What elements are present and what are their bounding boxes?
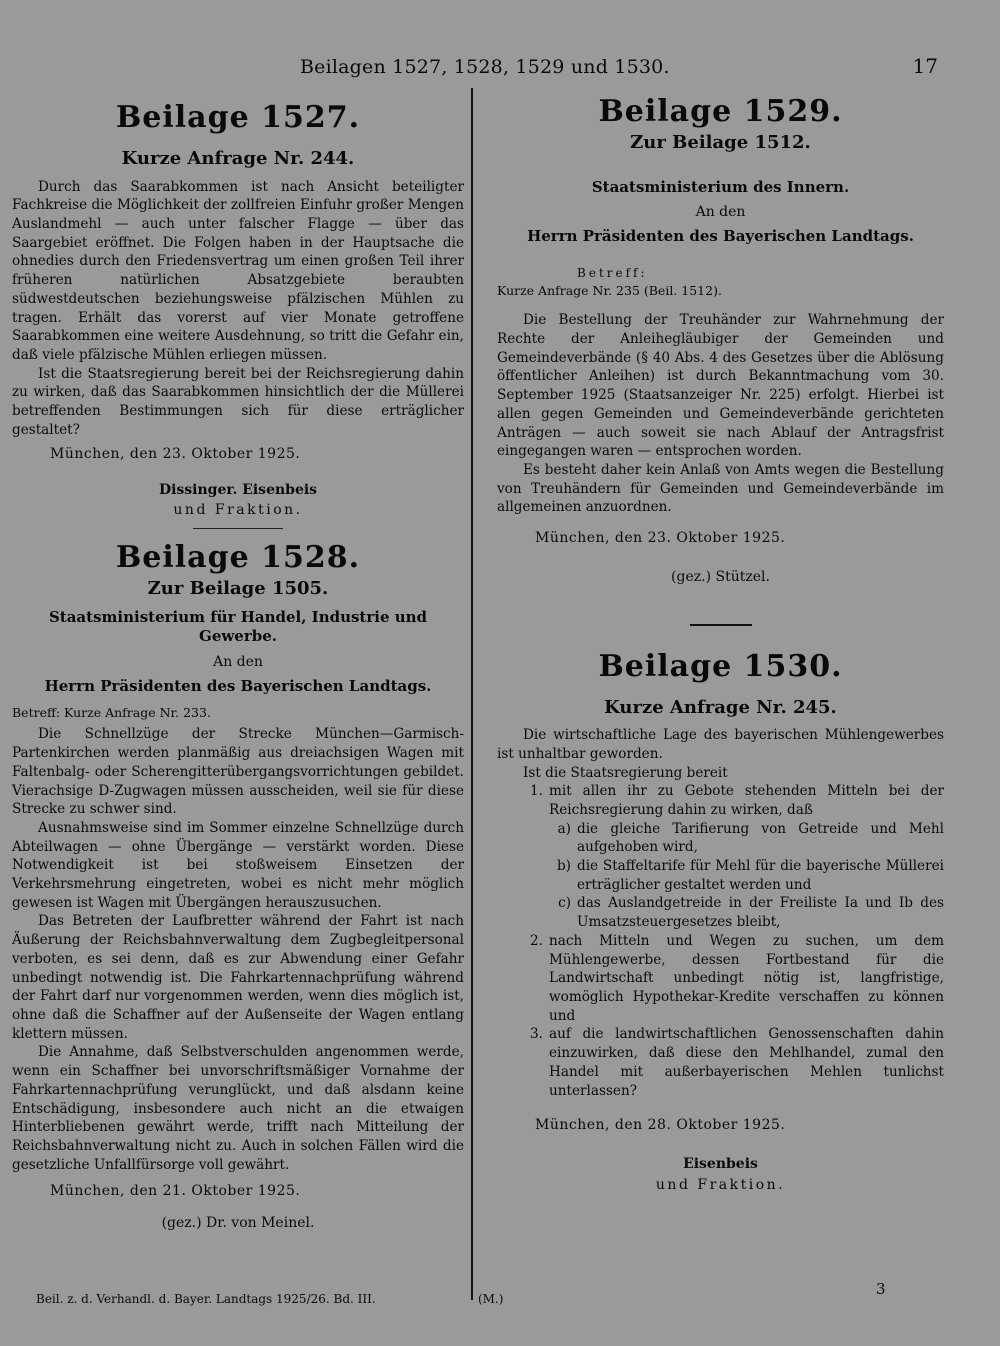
beilage-1529-addressee: Herrn Präsidenten des Bayerischen Landtags. [527, 226, 914, 245]
beilage-1528-addressee: Herrn Präsidenten des Bayerischen Landtags. [44, 676, 432, 695]
beilage-1528-ministry: Staatsministerium für Handel, Industrie und Gewerbe. [48, 607, 428, 646]
beilage-1528-paragraph-1: Die Schnellzüge der Strecke München—Garmisch-Partenkirchen werden planmäßig aus dreiachsigen Wagen mit Faltenbalg- oder Scherengitterübergangsvorrichtungen gebildet. Vierachsige D-Zugwagen müssen ausscheiden, weil sie für diese Strecke zu schwer sind. [12, 726, 464, 818]
beilage-1530-subtitle: Kurze Anfrage Nr. 245. [604, 696, 837, 718]
list-item: a) die gleiche Tarifierung von Getreide und Mehl aufgehoben wird, [557, 820, 944, 856]
beilage-1527-date: München, den 23. Oktober 1925. [50, 446, 301, 463]
footer-printer-mark: (M.) [478, 1292, 504, 1306]
beilage-1529-subject: Kurze Anfrage Nr. 235 (Beil. 1512). [497, 282, 722, 298]
beilage-1530-paragraph-1: Die wirtschaftliche Lage des bayerischen Mühlengewerbes ist unhaltbar geworden. [497, 727, 944, 762]
list-item: 2. nach Mitteln und Wegen zu suchen, um dem Mühlengewerbe, dessen Fortbestand für die Landwirtschaft unbedingt nötig ist, langfristige, womöglich Hypothekar-Kredite verschaffen zu können und [530, 932, 944, 1024]
beilage-1528-paragraph-3: Das Betreten der Laufbretter während der Fahrt ist nach Äußerung der Reichsbahnverwaltung dem Zugbegleitpersonal verboten, es sei denn, daß es zur Abwendung einer Gefahr unbedingt notwendig ist. Die Fahrkartennachprüfung während der Fahrt darf nur vorgenommen werden, wenn dies möglich ist, ohne daß die Schaffner auf der Außenseite der Wagen entlang klettern müssen. [12, 913, 464, 1042]
running-title: Beilagen 1527, 1528, 1529 und 1530. [300, 56, 670, 78]
beilage-1528-signature: (gez.) Dr. von Meinel. [161, 1214, 315, 1231]
beilage-1527-paragraph-1: Durch das Saarabkommen ist nach Ansicht beteiligter Fachkreise die Möglichkeit der zollfreien Einfuhr großer Mengen Auslandmehl — auch unter falscher Flagge — über das Saargebiet eröffnet. Die Folgen haben in der Hauptsache die ohnedies durch den Friedensvertrag um einen großen Teil ihrer früheren natürlichen Absatzgebiete beraubten südwestdeutschen beziehungsweise pfälzischen Mühlen zu tragen. Erhält das vorerst auf vier Monate getroffene Saarabkommen eine weitere Ausdehnung, so tritt die Gefahr ein, daß viele pfälzische Mühlen erliegen müssen. [12, 178, 464, 363]
beilage-1529-paragraph-2: Es besteht daher kein Anlaß von Amts wegen die Bestellung von Treuhändern für Gemeinden und Gemeindeverbände im allgemeinen anzuordnen. [497, 461, 944, 516]
section-separator [193, 528, 283, 529]
beilage-1528-date: München, den 21. Oktober 1925. [50, 1183, 301, 1200]
beilage-1527-signature [12, 480, 464, 521]
beilage-1527-signers: Dissinger. Eisenbeis [158, 481, 318, 498]
list-item: c) das Auslandgetreide in der Freiliste Ia und Ib des Umsatzsteuergesetzes bleibt, [558, 895, 944, 931]
beilage-1528-paragraph-4: Die Annahme, daß Selbstverschulden angenommen werde, wenn ein Schaffner bei unvorschriftsmäßiger Vornahme der Fahrkartennachprüfung verunglückt, und daß alsdann keine Entschädigung, insbesondere auch nicht an die etwaigen Hinterbliebenen gewährt werde, trifft nach Mitteilung der Reichsbahnverwaltung nicht zu. Auch in solchen Fällen wird die gesetzliche Unfallfürsorge voll gewährt. [12, 1044, 464, 1173]
list-item: b) die Staffeltarife für Mehl für die bayerische Müllerei erträglicher gestaltet werden und [556, 858, 944, 893]
beilage-1530-signer: Eisenbeis [683, 1156, 758, 1173]
beilage-1530-paragraph-2: Ist die Staatsregierung bereit [523, 764, 728, 781]
beilage-1528 [12, 541, 464, 1233]
beilage-1529-date: München, den 23. Oktober 1925. [535, 530, 786, 547]
list-item: 1. mit allen ihr zu Gebote stehenden Mitteln bei der Reichsregierung dahin zu wirken, daß [530, 783, 944, 818]
beilage-1528-title: Beilage 1528. [115, 540, 361, 576]
beilage-1527-subtitle: Kurze Anfrage Nr. 244. [121, 148, 355, 169]
beilage-1527-faction: und Fraktion. [173, 501, 303, 518]
right-column [497, 95, 944, 1195]
left-column [12, 95, 464, 1233]
beilage-1529-ministry: Staatsministerium des Innern. [591, 177, 850, 196]
beilage-1529 [497, 95, 944, 626]
beilage-1529-signature: (gez.) Stützel. [671, 569, 770, 586]
beilage-1530-faction: und Fraktion. [655, 1176, 786, 1193]
beilage-1529-an-den: An den [695, 204, 746, 221]
beilage-1527-title: Beilage 1527. [115, 100, 361, 135]
beilage-1528-subtitle: Zur Beilage 1505. [147, 578, 329, 600]
footer-source: Beil. z. d. Verhandl. d. Bayer. Landtags 1925/26. Bd. III. [36, 1292, 376, 1306]
beilage-1530-signature [497, 1154, 944, 1195]
beilage-1528-an-den: An den [213, 653, 263, 670]
beilage-1530-date: München, den 28. Oktober 1925. [535, 1117, 786, 1134]
list-item: 3. auf die landwirtschaftlichen Genossenschaften dahin einzuwirken, daß diese den Mehlhandel, zumal den Handel mit außerbayerischen Mehlen tunlichst unterlassen? [530, 1026, 944, 1099]
page-number: 17 [912, 54, 938, 78]
beilage-1530-question-list [497, 782, 944, 1100]
beilage-1530 [497, 650, 944, 1195]
section-separator [690, 624, 752, 626]
beilage-1529-subtitle: Zur Beilage 1512. [630, 132, 811, 153]
footer-sheet-number: 3 [876, 1280, 886, 1298]
beilage-1529-paragraph-1: Die Bestellung der Treuhänder zur Wahrnehmung der Rechte der Anleihegläubiger der Gemeinden und Gemeindeverbände (§ 40 Abs. 4 des Gesetzes über die Ablösung öffentlicher Anleihen) ist durch Bekanntmachung vom 30. September 1925 (Staatsanzeiger Nr. 225) erfolgt. Hierbei ist allen gegen Gemeinden und Gemeindeverbände gerichteten Anträgen — auch soweit sie nach Ablauf der Antragsfrist eingegangen waren — entsprochen worden. [497, 312, 944, 460]
beilage-1527-paragraph-2: Ist die Staatsregierung bereit bei der Reichsregierung dahin zu wirken, daß das Saarabkommen hinsichtlich der die Müllerei betreffenden Bestimmungen sich für diese erträglicher gestaltet? [12, 365, 464, 438]
beilage-1528-paragraph-2: Ausnahmsweise sind im Sommer einzelne Schnellzüge durch Abteilwagen — ohne Übergänge — verstärkt worden. Diese Notwendigkeit ist bei stoßweisem Einsetzen der Verkehrsmehrung eingetreten, wobei es nicht mehr möglich gewesen ist Wagen mit Übergängen herauszusuchen. [12, 819, 464, 911]
beilage-1529-title: Beilage 1529. [598, 94, 843, 129]
beilage-1529-subject-label: Betreff: [577, 266, 648, 281]
column-divider [471, 88, 473, 1300]
beilage-1527 [12, 95, 464, 529]
beilage-1530-title: Beilage 1530. [598, 648, 843, 684]
beilage-1528-subject: Betreff: Kurze Anfrage Nr. 233. [12, 704, 211, 720]
